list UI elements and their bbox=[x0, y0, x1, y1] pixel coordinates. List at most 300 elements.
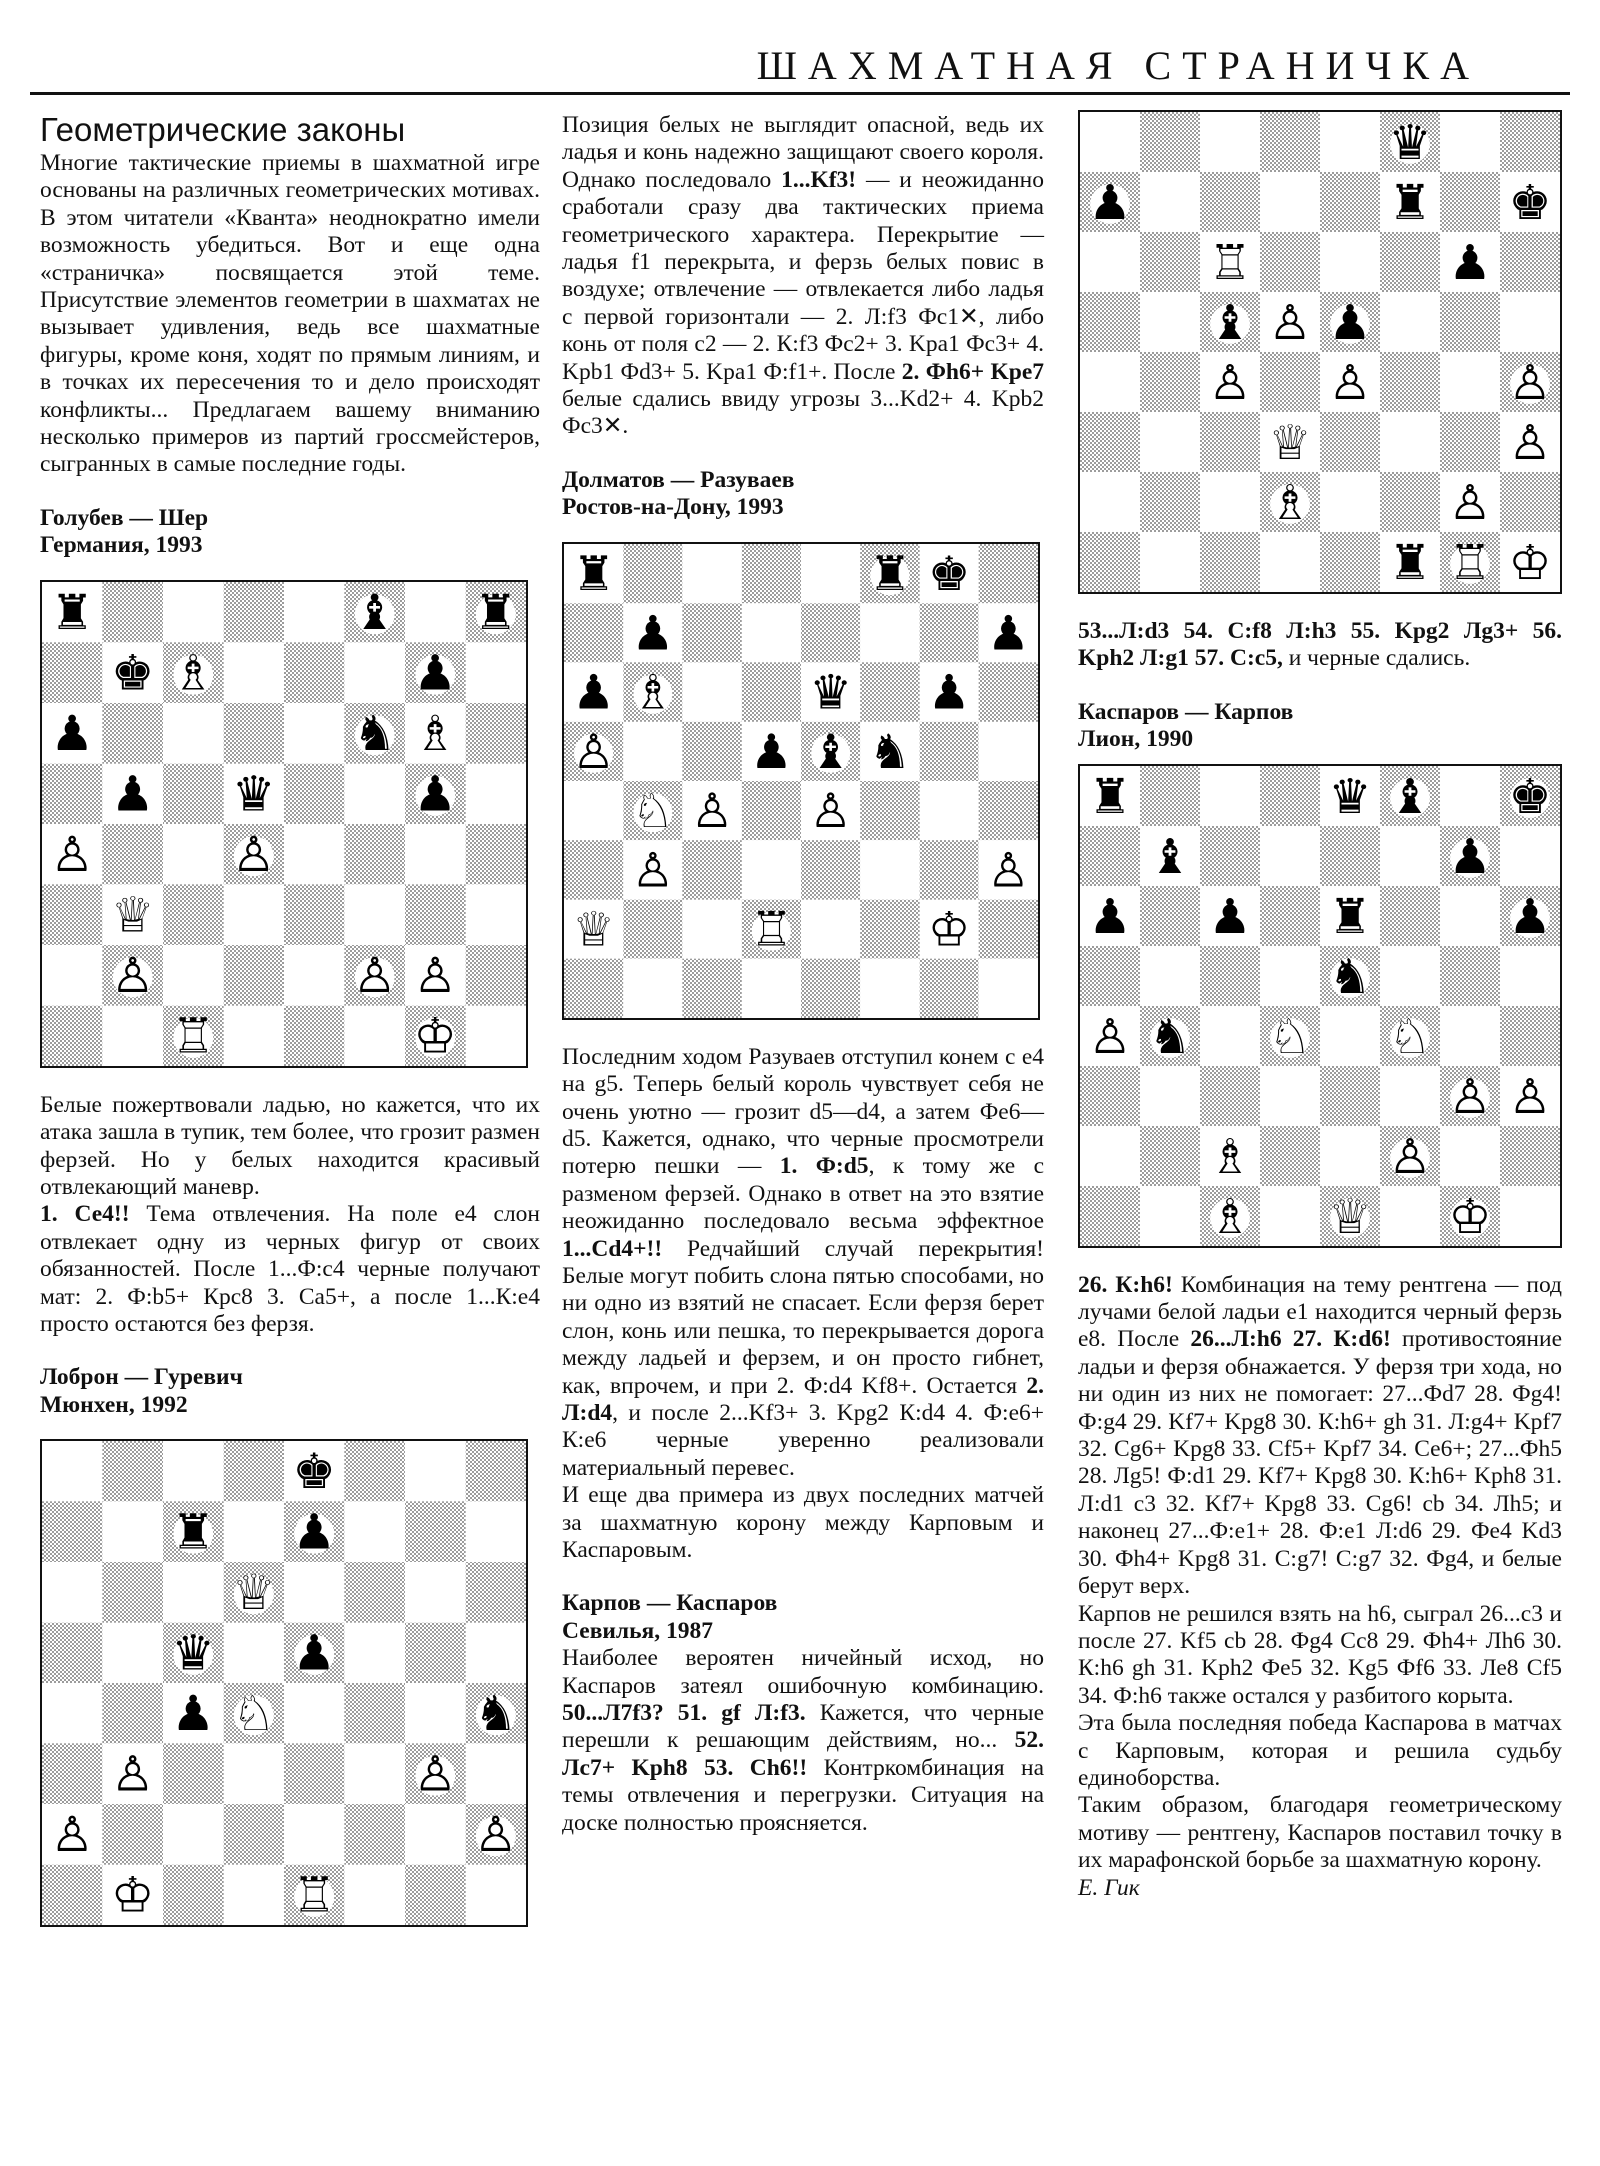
board-square bbox=[42, 642, 103, 703]
black-bishop-f8: ♝ bbox=[1388, 768, 1432, 825]
black-rook-a8: ♜ bbox=[50, 584, 94, 641]
black-knight-f6: ♞ bbox=[353, 705, 397, 762]
board-square bbox=[1080, 232, 1140, 292]
black-bishop-c5: ♝ bbox=[1208, 294, 1252, 351]
game-text: Белые пожертвовали ладью, но кажется, что их атака зашла в тупик, тем более, что грозит размен ферзей. Но у белых находится красивый отвлекающий маневр. bbox=[40, 1091, 540, 1200]
board-square bbox=[1500, 292, 1560, 352]
white-rook-e1: ♖ bbox=[292, 1867, 336, 1924]
black-rook-c7: ♜ bbox=[171, 1504, 215, 1561]
board-square bbox=[466, 1562, 527, 1623]
board-square bbox=[920, 781, 979, 840]
board-square bbox=[564, 840, 623, 899]
move-notation: 2. Фh6+ Kpe7 bbox=[901, 358, 1044, 385]
black-king-h8: ♚ bbox=[1508, 768, 1552, 825]
board-square bbox=[345, 1623, 406, 1684]
black-queen-c5: ♛ bbox=[171, 1625, 215, 1682]
white-king-h1: ♔ bbox=[1508, 534, 1552, 591]
column-1 bbox=[40, 112, 540, 1951]
board-square bbox=[1260, 352, 1320, 412]
board-square bbox=[163, 1865, 224, 1926]
game-text-part: Кажется, что черные перешли к решающим действиям, но... bbox=[562, 1700, 1044, 1754]
board-square bbox=[103, 1005, 164, 1066]
black-rook-f8: ♜ bbox=[868, 546, 912, 602]
board-square bbox=[284, 763, 345, 824]
board-square bbox=[405, 1562, 466, 1623]
board-square bbox=[1380, 472, 1440, 532]
move-notation: 1...Kf3! bbox=[781, 166, 857, 193]
board-square bbox=[1380, 412, 1440, 472]
board-square bbox=[163, 1804, 224, 1865]
board-square bbox=[1380, 946, 1440, 1006]
board-square bbox=[1260, 886, 1320, 946]
board-square bbox=[42, 1562, 103, 1623]
black-rook-h8: ♜ bbox=[474, 584, 518, 641]
board-square bbox=[742, 662, 801, 721]
board-square bbox=[1320, 472, 1380, 532]
board-square bbox=[920, 958, 979, 1017]
board-square bbox=[979, 899, 1038, 958]
board-square bbox=[860, 781, 919, 840]
move-notation: 2. Л:d4 bbox=[562, 1372, 1044, 1426]
board-square bbox=[103, 1804, 164, 1865]
board-square bbox=[405, 1683, 466, 1744]
board-square bbox=[1440, 352, 1500, 412]
board-square bbox=[1260, 1186, 1320, 1246]
white-bishop-c7: ♗ bbox=[171, 645, 215, 702]
board-square bbox=[683, 721, 742, 780]
board-square bbox=[1320, 1126, 1380, 1186]
board-square bbox=[1380, 1186, 1440, 1246]
board-square bbox=[224, 1865, 285, 1926]
black-pawn-a6: ♟ bbox=[1088, 888, 1132, 945]
board-square bbox=[345, 1804, 406, 1865]
column-3 bbox=[1078, 110, 1562, 1902]
board-square bbox=[623, 721, 682, 780]
board-square bbox=[920, 840, 979, 899]
move-notation: 26. К:h6! bbox=[1078, 1271, 1173, 1298]
board-square bbox=[1500, 946, 1560, 1006]
board-square bbox=[224, 1804, 285, 1865]
white-king-g1: ♔ bbox=[1448, 1188, 1492, 1245]
white-bishop-g6: ♗ bbox=[413, 705, 457, 762]
board-square bbox=[163, 763, 224, 824]
board-square bbox=[979, 721, 1038, 780]
black-pawn-g6: ♟ bbox=[1448, 234, 1492, 291]
board-square bbox=[466, 1744, 527, 1805]
white-pawn-h3: ♙ bbox=[1508, 1068, 1552, 1125]
black-pawn-a7: ♟ bbox=[1088, 174, 1132, 231]
black-rook-f7: ♜ bbox=[1388, 174, 1432, 231]
board-square bbox=[683, 899, 742, 958]
board-square bbox=[920, 721, 979, 780]
white-queen-d3: ♕ bbox=[1268, 414, 1312, 471]
white-bishop-c2: ♗ bbox=[1208, 1128, 1252, 1185]
board-square bbox=[1500, 472, 1560, 532]
board-square bbox=[1440, 412, 1500, 472]
black-bishop-e5: ♝ bbox=[809, 724, 852, 780]
board-square bbox=[801, 544, 860, 603]
black-knight-h4: ♞ bbox=[474, 1686, 518, 1743]
white-rook-d2: ♖ bbox=[750, 902, 793, 958]
black-pawn-g7: ♟ bbox=[1448, 828, 1492, 885]
black-pawn-b7: ♟ bbox=[631, 606, 675, 662]
board-square bbox=[224, 582, 285, 643]
game-text-part: противостояние ладьи и ферзя обнажается. У ферзя три хода, но ни один из них не помогает: 27...Фd7 28. Фg4! Ф:g4 29. Kf7+ Kpg8 30. К:h6+ gh 31. Л:g4+ Kpf7 32. Cg6+ Kpg8 33. Cf5+ Kpf7 34. Се6+; 27...Фh5 28. Лg5! Ф:d1 29. Kf7+ Kpg8 30. К:h6+ Kph8 31. Л:d1 с3 32. Kf7+ Kpg8 33. Cg6! cb 34. Лh5; и наконец 27...Ф:е1+ 28. Ф:е1 Л:d6 29. Фе4 Kd3 30. Фh4+ Kpg8 31. С:g7! С:g7 32. Фg4, и белые берут верх. bbox=[1078, 1326, 1563, 1600]
board-svg bbox=[42, 582, 526, 1066]
game-text-part: Позиция белых не выглядит опасной, ведь их ладья и конь надежно защищают своего короля. Однако последовало bbox=[562, 112, 1044, 193]
white-rook-c1: ♖ bbox=[171, 1008, 215, 1065]
board-square bbox=[345, 1005, 406, 1066]
page-header bbox=[30, 42, 1570, 92]
board-square bbox=[1440, 172, 1500, 232]
board-square bbox=[1140, 472, 1200, 532]
game-text-part: — и неожиданно сработали сразу два тактических приема геометрического характера. Перекрытие — ладья f1 перекрыта, и ферзь белых повис в воздухе; отвлечение — отвлекается либо ладья с первой горизонтали — 2. Л:f3 Фс1✕, либо конь от поля с2 — 2. К:f3 Фс2+ 3. Kpa1 Фс3+ 4. Kpb1 Фd3+ 5. Kpa1 Ф:f1+. После bbox=[562, 166, 1044, 385]
white-pawn-b2: ♙ bbox=[111, 947, 155, 1004]
board-square bbox=[1380, 826, 1440, 886]
board-square bbox=[163, 582, 224, 643]
board-square bbox=[1140, 292, 1200, 352]
board-square bbox=[103, 1683, 164, 1744]
board-square bbox=[42, 1623, 103, 1684]
board-square bbox=[1320, 412, 1380, 472]
game-text-part: Редчайший случай перекрытия! Белые могут побить слона пятью способами, но ни одно из взятий не спасает. Если ферзя берет слон, конь или пешка, то перекрывается дорога между ладьей и ферзем, и он просто гибнет, как, впрочем, и при 2. Ф:d4 Kf8+. Остается bbox=[562, 1235, 1044, 1399]
board-square bbox=[1200, 532, 1260, 592]
board-square bbox=[345, 642, 406, 703]
board-square bbox=[42, 1441, 103, 1502]
board-square bbox=[683, 544, 742, 603]
board-square bbox=[1080, 532, 1140, 592]
white-pawn-g2: ♙ bbox=[413, 947, 457, 1004]
board-square bbox=[466, 884, 527, 945]
board-square bbox=[1140, 412, 1200, 472]
game-text: Таким образом, благодаря геометрическому мотиву — рентгену, Каспаров поставил точку в их марафонской борьбе за шахматную корону. bbox=[1078, 1792, 1562, 1874]
board-square bbox=[345, 1744, 406, 1805]
board-square bbox=[742, 781, 801, 840]
board-square bbox=[284, 642, 345, 703]
board-square bbox=[1440, 946, 1500, 1006]
board-square bbox=[1500, 826, 1560, 886]
board-square bbox=[683, 662, 742, 721]
board-square bbox=[284, 703, 345, 764]
white-bishop-b6: ♗ bbox=[631, 665, 675, 721]
board-square bbox=[405, 1441, 466, 1502]
board-square bbox=[284, 1744, 345, 1805]
board-square bbox=[224, 884, 285, 945]
black-rook-f1: ♜ bbox=[1388, 534, 1432, 591]
board-square bbox=[42, 1005, 103, 1066]
game-text bbox=[562, 112, 1044, 441]
board-square bbox=[1200, 412, 1260, 472]
board-square bbox=[224, 1502, 285, 1563]
board-square bbox=[1200, 946, 1260, 1006]
board-square bbox=[1500, 1126, 1560, 1186]
board-square bbox=[979, 662, 1038, 721]
white-pawn-a4: ♙ bbox=[1088, 1008, 1132, 1065]
intro-text: Многие тактические приемы в шахматной игре основаны на различных геометрических мотивах. В этом читатели «Кванта» неоднократно имели возможность убедиться. Вот и еще одна «страничка» посвящается этой теме. Присутствие элементов геометрии в шахматах не вызывает удивления, ведь все шахматные фигуры, кроме коня, ходят по прямым линиям, и в точках их пересечения то и дело происходят конфликты... Предлагаем вашему вниманию несколько примеров из партий гроссмейстеров, сыгранных в самые последние годы. bbox=[40, 150, 540, 478]
game-text: Эта была последняя победа Каспарова в матчах с Карповым, которая и решила судьбу единоборства. bbox=[1078, 1710, 1562, 1791]
board-square bbox=[683, 603, 742, 662]
board-square bbox=[683, 958, 742, 1017]
black-rook-a8: ♜ bbox=[572, 546, 615, 602]
black-pawn-g5: ♟ bbox=[413, 766, 457, 823]
game-players: Каспаров — Карпов bbox=[1078, 698, 1294, 725]
chess-board bbox=[40, 1439, 528, 1927]
game-place: Севилья, 1987 bbox=[562, 1617, 713, 1644]
board-square bbox=[623, 899, 682, 958]
board-square bbox=[742, 958, 801, 1017]
game-text bbox=[562, 1044, 1044, 1483]
white-pawn-g3: ♙ bbox=[413, 1746, 457, 1803]
move-notation: 1...Cd4+!! bbox=[562, 1235, 663, 1262]
game-text-part: Тема отвлечения. На поле е4 слон отвлекает одну из черных фигур от своих обязанностей. После 1...Ф:с4 черные получают мат: 2. Ф:b5+ Крс8 3. Са5+, а после 1...К:е4 просто остаются без ферзя. bbox=[40, 1201, 540, 1337]
board-square bbox=[466, 945, 527, 1006]
board-square bbox=[1080, 1186, 1140, 1246]
white-pawn-h3: ♙ bbox=[1508, 414, 1552, 471]
board-square bbox=[801, 958, 860, 1017]
game-players: Лоброн — Гуревич bbox=[40, 1364, 243, 1391]
board-square bbox=[1500, 1186, 1560, 1246]
board-square bbox=[683, 840, 742, 899]
white-bishop-c1: ♗ bbox=[1208, 1188, 1252, 1245]
black-pawn-d5: ♟ bbox=[750, 724, 793, 780]
board-square bbox=[1140, 352, 1200, 412]
black-queen-f8: ♛ bbox=[1388, 114, 1432, 171]
board-square bbox=[1140, 766, 1200, 826]
board-square bbox=[1200, 1006, 1260, 1066]
game-text-part: Последним ходом Разуваев отступил конем с е4 на g5. Теперь белый король чувствует себя не очень уютно — грозит d5—d4, а затем Фе6—d5. Кажется, однако, что черные просмотрели потерю пешки — bbox=[562, 1043, 1044, 1180]
board-square bbox=[979, 781, 1038, 840]
board-square bbox=[405, 582, 466, 643]
board-square bbox=[345, 1502, 406, 1563]
board-square bbox=[1140, 112, 1200, 172]
board-square bbox=[564, 781, 623, 840]
chess-board bbox=[1078, 110, 1562, 594]
author-signature: Е. Гик bbox=[1078, 1874, 1140, 1901]
board-square bbox=[224, 703, 285, 764]
game-players: Голубев — Шер bbox=[40, 504, 209, 531]
board-square bbox=[284, 582, 345, 643]
board-square bbox=[1260, 1126, 1320, 1186]
board-square bbox=[742, 603, 801, 662]
board-square bbox=[345, 884, 406, 945]
black-queen-d5: ♛ bbox=[232, 766, 276, 823]
white-queen-a2: ♕ bbox=[572, 902, 615, 958]
board-square bbox=[103, 824, 164, 885]
game-place: Лион, 1990 bbox=[1078, 726, 1194, 753]
black-pawn-g7: ♟ bbox=[413, 645, 457, 702]
board-square bbox=[1440, 1006, 1500, 1066]
board-square bbox=[564, 603, 623, 662]
black-pawn-a6: ♟ bbox=[50, 705, 94, 762]
board-square bbox=[564, 958, 623, 1017]
board-square bbox=[860, 840, 919, 899]
white-knight-b4: ♘ bbox=[631, 783, 675, 839]
board-square bbox=[1320, 172, 1380, 232]
board-square bbox=[742, 544, 801, 603]
board-svg bbox=[1080, 766, 1560, 1246]
board-square bbox=[1200, 766, 1260, 826]
board-square bbox=[1260, 232, 1320, 292]
board-square bbox=[103, 703, 164, 764]
white-queen-d6: ♕ bbox=[232, 1565, 276, 1622]
white-pawn-b3: ♙ bbox=[631, 843, 675, 899]
board-square bbox=[1140, 1186, 1200, 1246]
white-knight-f4: ♘ bbox=[1388, 1008, 1432, 1065]
board-square bbox=[1440, 112, 1500, 172]
board-square bbox=[163, 945, 224, 1006]
move-notation: 53...Л:d3 54. С:f8 Л:h3 55. Kpg2 Лg3+ 56. Kph2 Л:g1 57. С:с5, bbox=[1078, 618, 1562, 672]
board-square bbox=[1200, 112, 1260, 172]
board-square bbox=[163, 1562, 224, 1623]
board-square bbox=[42, 884, 103, 945]
white-pawn-h3: ♙ bbox=[987, 843, 1030, 899]
board-square bbox=[466, 703, 527, 764]
game-text-part: Комбинация на тему рентгена — под лучами белой ладьи е1 находится черный ферзь е8. После bbox=[1078, 1271, 1562, 1353]
white-pawn-f2: ♙ bbox=[353, 947, 397, 1004]
move-notation: 26...Л:h6 27. К:d6! bbox=[1190, 1326, 1391, 1353]
game-place: Мюнхен, 1992 bbox=[40, 1391, 188, 1418]
board-square bbox=[103, 1502, 164, 1563]
board-square bbox=[1200, 172, 1260, 232]
black-pawn-h7: ♟ bbox=[987, 606, 1030, 662]
board-square bbox=[1140, 172, 1200, 232]
article-title: Геометрические законы bbox=[40, 111, 406, 148]
move-notation: 50...Л7f3? 51. gf Л:f3. bbox=[562, 1700, 806, 1727]
white-pawn-h2: ♙ bbox=[474, 1807, 518, 1864]
black-pawn-a6: ♟ bbox=[572, 665, 615, 721]
board-square bbox=[1200, 826, 1260, 886]
white-king-g2: ♔ bbox=[927, 902, 971, 958]
board-square bbox=[1440, 292, 1500, 352]
white-rook-c6: ♖ bbox=[1208, 234, 1252, 291]
board-square bbox=[466, 1623, 527, 1684]
game-text bbox=[40, 1201, 540, 1338]
board-square bbox=[466, 1502, 527, 1563]
board-square bbox=[801, 603, 860, 662]
board-square bbox=[284, 1005, 345, 1066]
game-players: Карпов — Каспаров bbox=[562, 1590, 778, 1617]
board-square bbox=[163, 884, 224, 945]
board-square bbox=[979, 958, 1038, 1017]
board-square bbox=[1080, 472, 1140, 532]
black-king-e8: ♚ bbox=[292, 1444, 336, 1501]
board-square bbox=[801, 840, 860, 899]
move-notation: 1. Се4!! bbox=[40, 1201, 130, 1228]
white-queen-e1: ♕ bbox=[1328, 1188, 1372, 1245]
board-square bbox=[224, 1623, 285, 1684]
board-square bbox=[466, 824, 527, 885]
board-square bbox=[405, 1804, 466, 1865]
board-square bbox=[1080, 412, 1140, 472]
board-square bbox=[1260, 826, 1320, 886]
board-square bbox=[1440, 1126, 1500, 1186]
board-square bbox=[623, 958, 682, 1017]
board-square bbox=[1320, 112, 1380, 172]
board-square bbox=[1380, 886, 1440, 946]
board-svg bbox=[1080, 112, 1560, 592]
game-place: Германия, 1993 bbox=[40, 532, 203, 559]
board-square bbox=[1500, 232, 1560, 292]
move-notation: 52. Лс7+ Kph8 53. Ch6!! bbox=[562, 1727, 1045, 1781]
game-text-part: белые сдались ввиду угрозы 3...Kd2+ 4. Kpb2 Фс3✕. bbox=[562, 386, 1044, 440]
board-square bbox=[1140, 886, 1200, 946]
black-knight-b4: ♞ bbox=[1148, 1008, 1192, 1065]
black-pawn-c6: ♟ bbox=[1208, 888, 1252, 945]
black-king-g8: ♚ bbox=[927, 546, 971, 602]
white-bishop-d2: ♗ bbox=[1268, 474, 1312, 531]
black-bishop-b7: ♝ bbox=[1148, 828, 1192, 885]
board-square bbox=[1200, 472, 1260, 532]
white-pawn-a4: ♙ bbox=[50, 826, 94, 883]
board-square bbox=[163, 824, 224, 885]
black-knight-e5: ♞ bbox=[1328, 948, 1372, 1005]
game-text bbox=[562, 1645, 1044, 1837]
board-square bbox=[284, 824, 345, 885]
board-square bbox=[284, 1562, 345, 1623]
board-square bbox=[1140, 532, 1200, 592]
board-square bbox=[1140, 1066, 1200, 1126]
white-king-g1: ♔ bbox=[413, 1008, 457, 1065]
white-pawn-f2: ♙ bbox=[1388, 1128, 1432, 1185]
board-square bbox=[224, 1744, 285, 1805]
board-square bbox=[1320, 532, 1380, 592]
game-text: И еще два примера из двух последних матчей за шахматную корону между Карповым и Каспаровым. bbox=[562, 1482, 1044, 1563]
board-square bbox=[345, 1865, 406, 1926]
black-bishop-f8: ♝ bbox=[353, 584, 397, 641]
board-square bbox=[345, 1683, 406, 1744]
white-pawn-e4: ♙ bbox=[809, 783, 852, 839]
black-queen-e8: ♛ bbox=[1328, 768, 1372, 825]
board-square bbox=[1440, 766, 1500, 826]
board-square bbox=[1380, 1066, 1440, 1126]
board-svg bbox=[42, 1441, 526, 1925]
board-square bbox=[224, 1441, 285, 1502]
white-pawn-b3: ♙ bbox=[111, 1746, 155, 1803]
game-text-part: , к тому же с разменом ферзей. Однако в ответ на это взятие неожиданно последовало весьма эффектное bbox=[562, 1153, 1044, 1235]
white-pawn-e4: ♙ bbox=[1328, 354, 1372, 411]
board-square bbox=[345, 763, 406, 824]
game-text: Карпов не решился взять на h6, сыграл 26...с3 и после 27. Kf5 cb 28. Фg4 Сс8 29. Фh4+ Лh6 30. К:h6 gh 31. Kph2 Фе5 32. Kg5 Фf6 33. Ле8 Cf5 34. Ф:h6 также остался у разбитого корыта. bbox=[1078, 1600, 1562, 1709]
game-text bbox=[1078, 618, 1562, 673]
game-text-part: Наиболее вероятен ничейный исход, но Каспаров затеял ошибочную комбинацию. bbox=[562, 1645, 1044, 1699]
header-rule bbox=[30, 92, 1570, 95]
board-square bbox=[1080, 352, 1140, 412]
white-pawn-a2: ♙ bbox=[50, 1807, 94, 1864]
game-text-part: и черные сдались. bbox=[1282, 645, 1471, 672]
board-square bbox=[345, 1562, 406, 1623]
game-place: Ростов-на-Дону, 1993 bbox=[562, 494, 784, 521]
board-square bbox=[42, 1865, 103, 1926]
game-text-part: , и после 2...Kf3+ 3. Kpg2 К:d4 4. Ф:е6+ К:е6 черные уверенно реализовали материальный перевес. bbox=[562, 1399, 1044, 1481]
board-square bbox=[860, 958, 919, 1017]
board-square bbox=[1140, 1126, 1200, 1186]
game-players: Долматов — Разуваев bbox=[562, 466, 795, 493]
white-knight-d4: ♘ bbox=[1268, 1008, 1312, 1065]
board-square bbox=[1380, 352, 1440, 412]
white-pawn-a5: ♙ bbox=[572, 724, 615, 780]
board-square bbox=[1320, 1006, 1380, 1066]
board-square bbox=[163, 1441, 224, 1502]
board-square bbox=[1080, 1066, 1140, 1126]
board-square bbox=[1080, 112, 1140, 172]
game-text-part: Контркомбинация на темы отвлечения и перегрузки. Ситуация на доске полностью проясняется. bbox=[562, 1754, 1044, 1836]
board-square bbox=[42, 1744, 103, 1805]
chess-board bbox=[40, 580, 528, 1068]
board-square bbox=[1320, 826, 1380, 886]
white-pawn-d4: ♙ bbox=[232, 826, 276, 883]
white-rook-g1: ♖ bbox=[1448, 534, 1492, 591]
board-square bbox=[466, 1005, 527, 1066]
